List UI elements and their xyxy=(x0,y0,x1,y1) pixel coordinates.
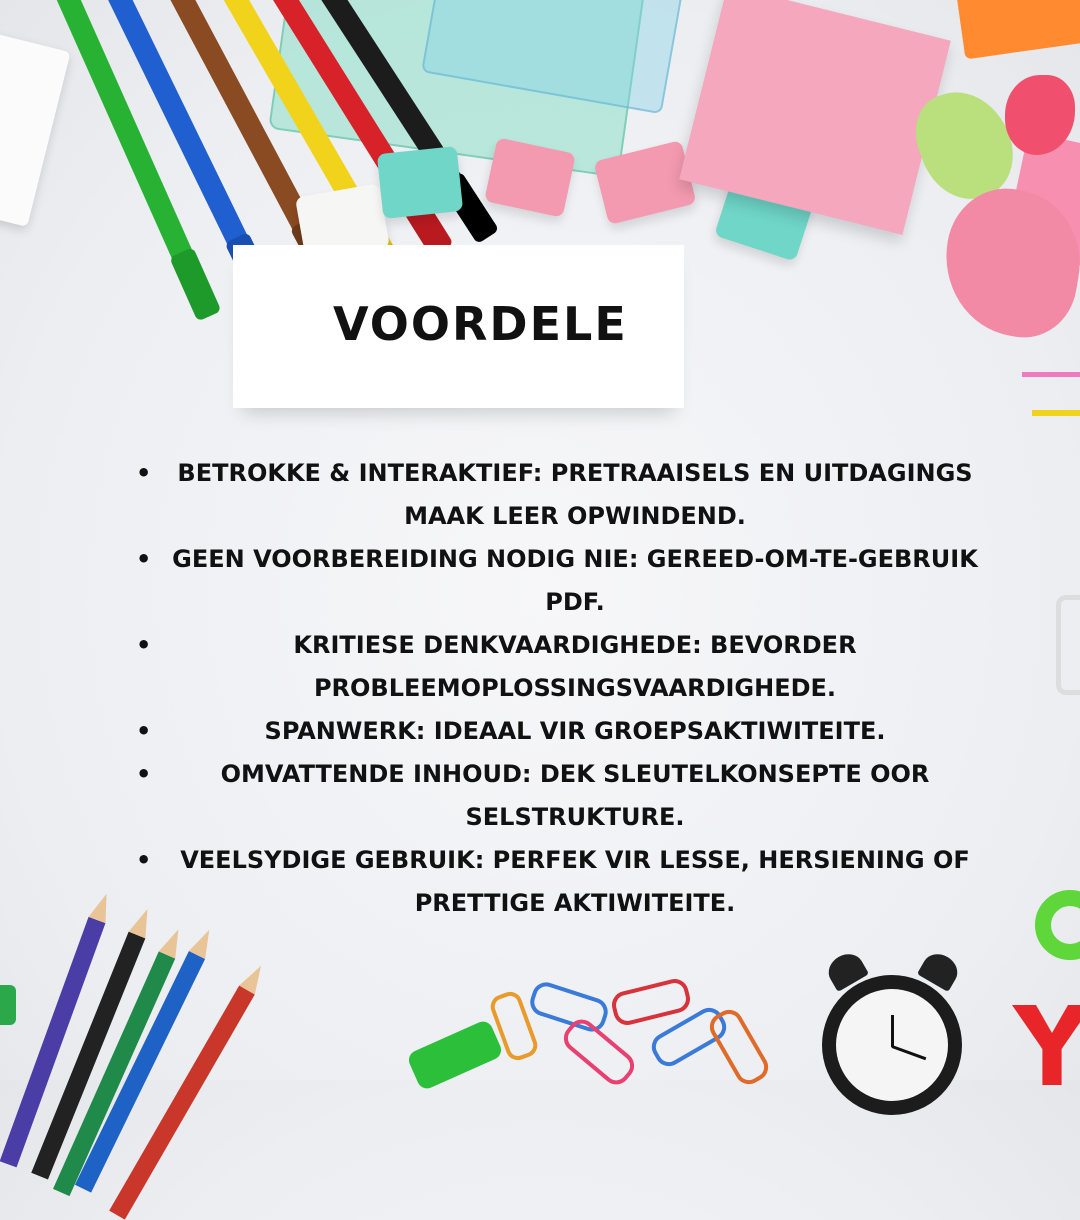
bullet: • xyxy=(136,717,152,745)
benefit-text: GEEN VOORBEREIDING NODIG NIE: GEREED-OM-TE-GEBRUIK PDF. xyxy=(172,545,978,616)
page-title: VOORDELE xyxy=(333,297,628,351)
benefit-text: KRITIESE DENKVAARDIGHEDE: BEVORDER PROBLEEMOPLOSSINGSVAARDIGHEDE. xyxy=(293,631,857,702)
clip-icon xyxy=(1056,595,1080,695)
list-item xyxy=(130,538,980,624)
paper-clip-icon xyxy=(705,1005,773,1090)
benefit-text: BETROKKE & INTERAKTIEF: PRETRAAISELS EN UITDAGINGS MAAK LEER OPWINDEND. xyxy=(177,459,973,530)
title-card xyxy=(233,245,684,408)
list-item xyxy=(130,710,980,753)
notebook-icon xyxy=(0,33,71,227)
benefit-text: VEELSYDIGE GEBRUIK: PERFEK VIR LESSE, HERSIENING OF PRETTIGE AKTIWITEITE. xyxy=(180,846,970,917)
list-item xyxy=(130,624,980,710)
list-item xyxy=(130,753,980,839)
alarm-clock-icon xyxy=(822,975,962,1115)
bullet: • xyxy=(136,545,152,573)
letter-toy-icon xyxy=(1012,1005,1080,1085)
sharpener-icon xyxy=(406,1018,504,1091)
bullet: • xyxy=(136,631,152,659)
benefit-text: OMVATTENDE INHOUD: DEK SLEUTELKONSEPTE OOR SELSTRUKTURE. xyxy=(220,760,930,831)
pin-icon xyxy=(1032,410,1080,416)
paper-clip-icon xyxy=(609,976,693,1028)
benefits-list xyxy=(130,452,980,925)
bullet: • xyxy=(136,846,152,874)
benefit-text: SPANWERK: IDEAAL VIR GROEPSAKTIWITEITE. xyxy=(264,717,886,745)
pin-icon xyxy=(1022,372,1080,377)
list-item xyxy=(130,839,980,925)
letter-toy-icon xyxy=(1035,890,1080,960)
sticky-note-icon xyxy=(956,0,1080,59)
sticky-note-icon xyxy=(679,0,951,235)
eraser-icon xyxy=(377,146,463,219)
bullet: • xyxy=(136,459,152,487)
bullet: • xyxy=(136,760,152,788)
marker-cap-icon xyxy=(0,985,16,1025)
list-item xyxy=(130,452,980,538)
